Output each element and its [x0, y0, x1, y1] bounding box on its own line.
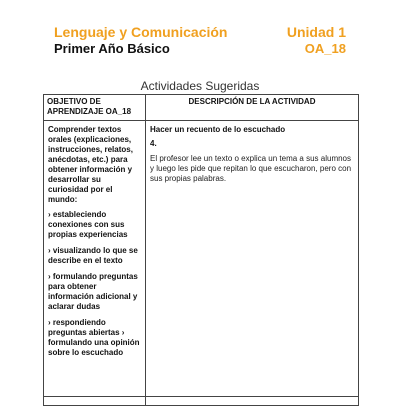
header-left [54, 24, 227, 57]
objective-item: › visualizando lo que se describe en el texto [48, 246, 138, 265]
description-cell [146, 121, 359, 406]
grade-level: Primer Año Básico [54, 41, 170, 56]
activity-description: El profesor lee un texto o explica un tema a sus alumnos y luego les pide que repitan lo que escucharon, pero con sus propias palabras. [150, 154, 352, 183]
objective-item: › estableciendo conexiones con sus propias experiencias [48, 210, 128, 239]
table-header-row [44, 95, 359, 121]
objective-cell [44, 121, 146, 406]
objective-main-text: Comprender textos orales (explicaciones, instrucciones, relatos, anécdotas, etc.) para obtener información y desarrollar su curiosidad por el mundo: [48, 125, 133, 204]
objective-item: › formulando preguntas para obtener información adicional y aclarar dudas [48, 272, 138, 311]
header-right [287, 24, 346, 57]
objective-code: OA_18 [304, 41, 346, 56]
activity-number: 4. [150, 139, 157, 148]
table-bottom-border [43, 396, 359, 397]
subject-title: Lenguaje y Comunicación [54, 24, 228, 40]
activity-title: Hacer un recuento de lo escuchado [150, 125, 286, 134]
unit-label: Unidad 1 [286, 24, 346, 40]
table-row [44, 121, 359, 406]
activities-table [43, 94, 359, 406]
objective-column-header: OBJETIVO DE APRENDIZAJE OA_18 [44, 95, 146, 121]
description-column-header: DESCRIPCIÓN DE LA ACTIVIDAD [146, 95, 359, 121]
objective-item: › respondiendo preguntas abiertas › formulando una opinión sobre lo escuchado [48, 318, 140, 357]
section-title: Actividades Sugeridas [140, 79, 260, 93]
